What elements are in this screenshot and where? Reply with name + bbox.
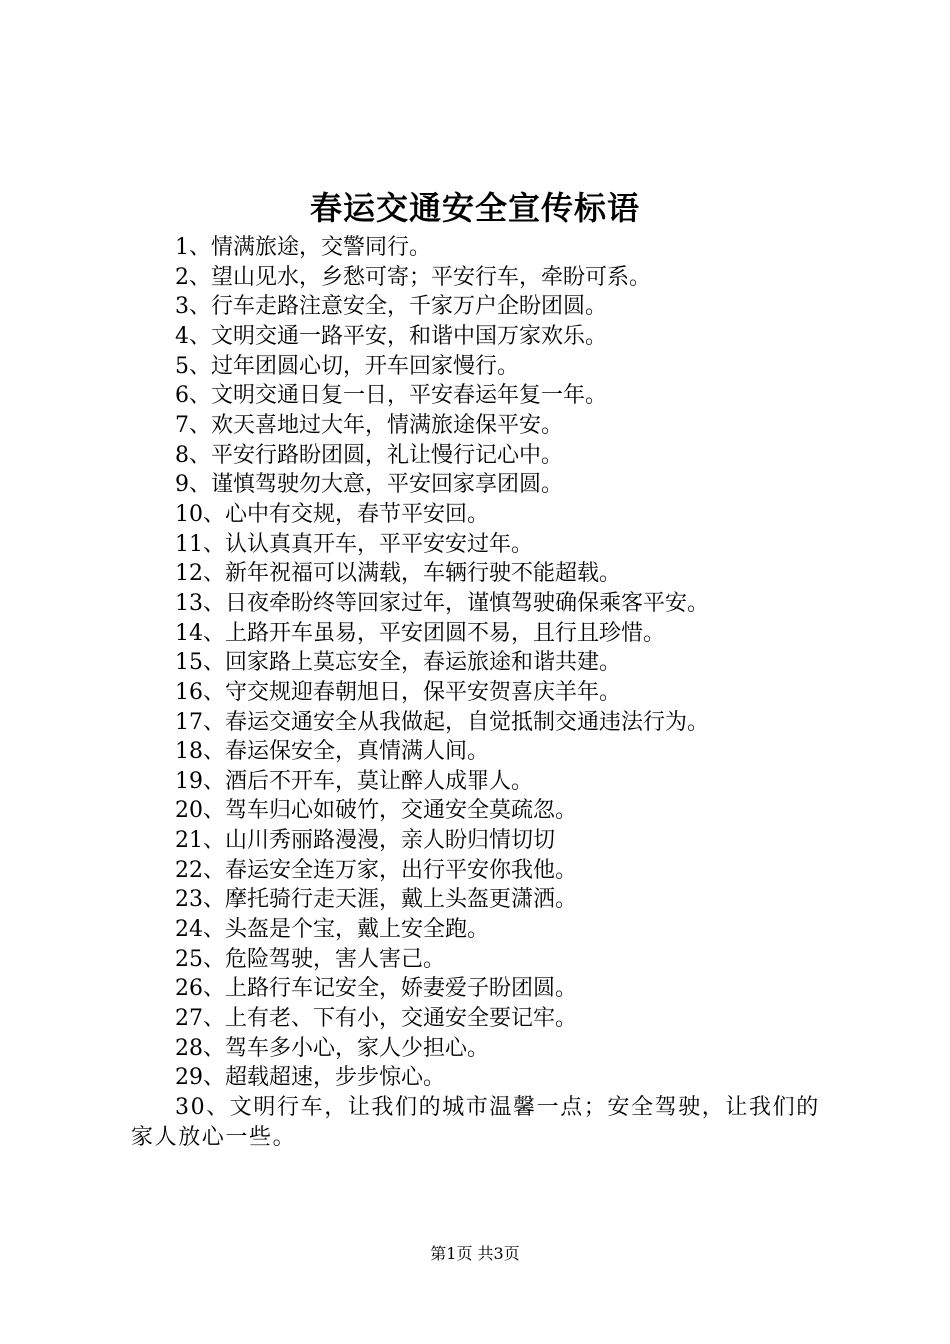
slogan-item: 19、酒后不开车，莫让醉人成罪人。	[175, 768, 533, 794]
slogan-item: 3、行车走路注意安全，千家万户企盼团圆。	[175, 294, 607, 320]
slogan-item: 29、超载超速，步步惊心。	[175, 1065, 445, 1091]
slogan-item: 27、上有老、下有小，交通安全要记牢。	[175, 1006, 577, 1032]
slogan-item: 15、回家路上莫忘安全，春运旅途和谐共建。	[175, 650, 621, 676]
slogan-item: 21、山川秀丽路漫漫，亲人盼归情切切	[175, 828, 555, 854]
slogan-item: 14、上路开车虽易，平安团圆不易，且行且珍惜。	[175, 620, 665, 646]
slogan-item: 5、过年团圆心切，开车回家慢行。	[175, 353, 519, 379]
page-number: 第1页 共3页	[430, 1244, 520, 1263]
slogan-item: 4、文明交通一路平安，和谐中国万家欢乐。	[175, 323, 607, 349]
slogan-item: 24、头盔是个宝，戴上安全跑。	[175, 917, 489, 943]
slogan-item: 16、守交规迎春朝旭日，保平安贺喜庆羊年。	[175, 679, 621, 705]
slogan-item: 30、文明行车，让我们的城市温馨一点；安全驾驶，让我们的家人放心一些。	[131, 1095, 820, 1150]
slogan-item: 25、危险驾驶，害人害己。	[175, 946, 445, 972]
slogan-item: 26、上路行车记安全，娇妻爱子盼团圆。	[175, 976, 577, 1002]
slogan-item: 18、春运保安全，真情满人间。	[175, 739, 489, 765]
slogan-item: 28、驾车多小心，家人少担心。	[175, 1035, 489, 1061]
slogan-item: 8、平安行路盼团圆，礼让慢行记心中。	[175, 442, 563, 468]
slogan-item: 13、日夜牵盼终等回家过年，谨慎驾驶确保乘客平安。	[175, 590, 709, 616]
slogan-item: 1、情满旅途，交警同行。	[175, 235, 431, 260]
slogan-list	[131, 233, 831, 1152]
document-title: 春运交通安全宣传标语	[309, 189, 640, 227]
slogan-item: 12、新年祝福可以满载，车辆行驶不能超载。	[175, 561, 621, 587]
slogan-item: 9、谨慎驾驶勿大意，平安回家享团圆。	[175, 472, 563, 498]
slogan-item: 10、心中有交规，春节平安回。	[175, 501, 489, 527]
slogan-item: 23、摩托骑行走天涯，戴上头盔更潇洒。	[175, 887, 577, 913]
slogan-item: 20、驾车归心如破竹，交通安全莫疏忽。	[175, 798, 577, 824]
slogan-item: 2、望山见水，乡愁可寄；平安行车，牵盼可系。	[175, 264, 651, 290]
slogan-item: 17、春运交通安全从我做起，自觉抵制交通违法行为。	[175, 709, 709, 735]
slogan-item: 6、文明交通日复一日，平安春运年复一年。	[175, 383, 607, 409]
slogan-item: 22、春运安全连万家，出行平安你我他。	[175, 857, 577, 883]
slogan-item: 7、欢天喜地过大年，情满旅途保平安。	[175, 412, 563, 438]
slogan-item: 11、认认真真开车，平平安安过年。	[175, 531, 533, 557]
